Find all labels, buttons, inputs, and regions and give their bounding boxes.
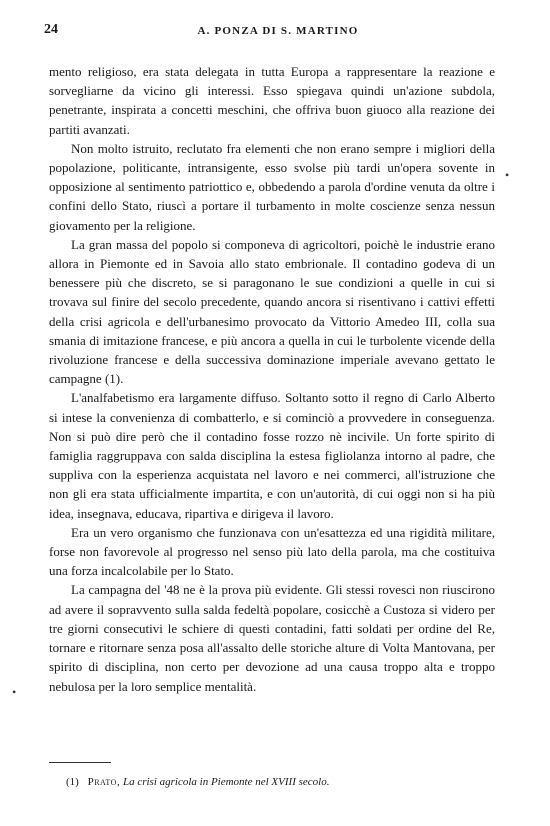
paragraph: mento religioso, era stata delegata in tutta Europa a rappresentare la reazione e sorvegliarne da vicino gli interessi. Esso spiegava quindi un'azione subdola, penetrante, inspirata a concetti meschini, che offriva buon giuoco alla reazione dei partiti avanzati. <box>49 64 495 137</box>
margin-mark: • <box>12 685 17 699</box>
paragraph: La campagna del '48 ne è la prova più evidente. Gli stessi rovesci non riuscirono ad avere il sopravvento sulla salda fedeltà popolare, cosicchè a Custoza si videro per tre giorni consecutivi le schiere di questi contadini, fatti soldati per ordine del Re, tornare e ritornare senza posa all'assalto delle storiche alture di Volta Mantovana, per spirito di disciplina, non certo per devozione ad una causa troppo alta e troppo nebulosa per la loro semplice mentalità. <box>49 582 495 694</box>
footnote-title: La crisi agricola in Piemonte nel XVIII secolo. <box>122 776 330 788</box>
paragraph: Era un vero organismo che funzionava con un'esattezza ed una rigidità militare, forse non favorevole al progresso nel senso più lato della parola, ma che costituiva una forza incalcolabile per lo Stato. <box>49 524 495 579</box>
page-number: 24 <box>44 22 58 37</box>
body-text <box>49 62 495 696</box>
footnote <box>66 776 510 788</box>
footnote-rule <box>49 762 111 763</box>
paragraph: La gran massa del popolo si componeva di agricoltori, poichè le industrie erano allora in Piemonte ed in Savoia allo stato embrionale. Il contadino godeva di un benessere più che discreto, se si paragonano le sue condizioni a quelle in cui si trovava sul finire del secolo precedente, quando ancora si risentivano i cattivi effetti della crisi agricola e dell'urbanesimo provocato da Vittorio Amedeo III, colla sua smania di imitazione francese, e più ancora a quella in cui le turbolente vicende della rivoluzione francese e della successiva dominazione imperiale avevano gettato le campagne (1). <box>49 236 495 387</box>
running-head: A. PONZA DI S. MARTINO <box>197 25 359 37</box>
page-header <box>44 22 512 42</box>
paragraph: L'analfabetismo era largamente diffuso. Soltanto sotto il regno di Carlo Alberto si intese la convenienza di combatterlo, e si cominciò a provvedere in conseguenza. Non si può dire però che il contadino fosse rozzo nè incivile. Un forte spirito di famiglia raggruppava con salda disciplina la estesa figliolanza intorno al padre, che suppliva con la esperienza acquistata nel lavoro e nei commerci, all'istruzione che non gli era stata ufficialmente impartita, e con un'autorità, di cui oggi non si ha più idea, insegnava, educava, ripartiva e dirigeva il lavoro. <box>49 390 495 521</box>
paragraph: Non molto istruito, reclutato fra elementi che non erano sempre i migliori della popolazione, politicante, intransigente, esso svolse più tardi un'opera sovente in opposizione al sentimento patriottico e, obbedendo a parola d'ordine venuta da oltre i confini dello Stato, riuscì a portare il turbamento in molte coscienze senza nessun giovamento per la religione. <box>49 140 495 233</box>
footnote-author: Prato, <box>87 776 121 788</box>
footnote-mark: (1) <box>66 776 79 788</box>
margin-mark: • <box>505 168 510 182</box>
